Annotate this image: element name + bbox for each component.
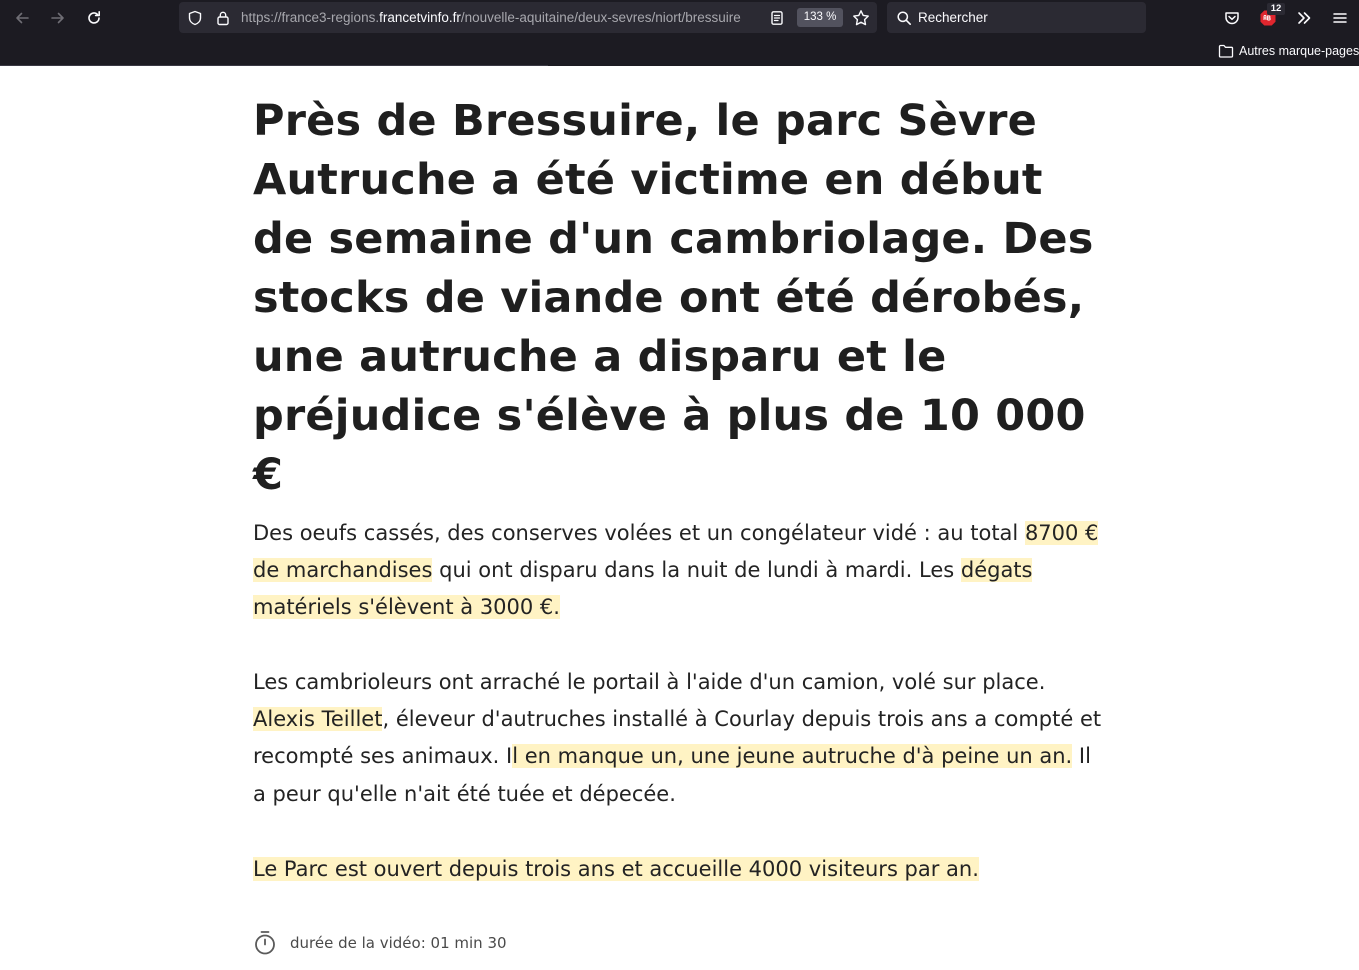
app-menu-button[interactable] <box>1326 4 1354 32</box>
reader-view-icon[interactable] <box>767 8 787 28</box>
video-duration <box>253 930 507 956</box>
reload-button[interactable] <box>80 4 108 32</box>
bookmarks-folder-other[interactable] <box>1218 42 1359 60</box>
search-input[interactable]: Rechercher <box>918 10 988 25</box>
adblock-count-badge: 12 <box>1267 3 1285 15</box>
url-path: /nouvelle-aquitaine/deux-sevres/niort/bressuire <box>460 10 741 25</box>
folder-icon <box>1218 44 1234 58</box>
paragraph-text: qui ont disparu dans la nuit de lundi à mardi. Les <box>432 558 961 583</box>
adblock-button[interactable] <box>1254 4 1282 32</box>
star-icon[interactable] <box>851 8 871 28</box>
stopwatch-icon <box>253 930 277 956</box>
article-paragraph-3 <box>253 851 1103 888</box>
pocket-button[interactable] <box>1218 4 1246 32</box>
back-button[interactable] <box>8 4 36 32</box>
shield-icon[interactable] <box>185 8 205 28</box>
reload-icon <box>86 10 102 26</box>
video-duration-label: durée de la vidéo: 01 min 30 <box>290 934 507 952</box>
overflow-menu-button[interactable] <box>1290 4 1318 32</box>
pocket-icon <box>1224 10 1240 26</box>
url-host: francetvinfo.fr <box>379 10 461 25</box>
forward-button[interactable] <box>44 4 72 32</box>
highlighted-text: Le Parc est ouvert depuis trois ans et accueille 4000 visiteurs par an. <box>253 857 979 881</box>
address-bar[interactable] <box>179 2 877 33</box>
highlighted-text: Alexis Teillet <box>253 707 383 732</box>
paragraph-text: Les cambrioleurs ont arraché le portail à l'aide d'un camion, volé sur place. <box>253 670 1046 694</box>
paragraph-text: Il a peur qu'elle n'ait été tuée et dépecée. <box>253 744 1091 806</box>
highlighted-text: l en manque un, une jeune autruche d'à peine un an. <box>512 744 1073 769</box>
highlighted-text: dégats matériels s'élèvent à 3000 €. <box>253 558 1033 620</box>
article-headline: Près de Bressuire, le parc Sèvre Autruche a été victime en début de semaine d'un cambriolage. Des stocks de viande ont été dérobés, une autruche a disparu et le préjudice s'élève à plus de 10 000 € <box>253 96 1094 500</box>
paragraph-text: Des oeufs cassés, des conserves volées et un congélateur vidé : au total <box>253 521 1025 545</box>
search-icon <box>894 8 914 28</box>
article-paragraph-2 <box>253 664 1103 813</box>
arrow-right-icon <box>50 10 66 26</box>
browser-toolbar <box>0 0 1359 66</box>
bookmarks-folder-label: Autres marque-pages <box>1239 44 1359 58</box>
search-bar[interactable] <box>887 2 1146 33</box>
url-prefix: https://france3-regions. <box>241 10 380 25</box>
lock-icon[interactable] <box>213 8 233 28</box>
chevrons-right-icon <box>1296 10 1312 26</box>
article-paragraph-1 <box>253 515 1103 627</box>
zoom-level-badge[interactable]: 133 % <box>797 8 843 27</box>
arrow-left-icon <box>14 10 30 26</box>
paragraph-text: , éleveur d'autruches installé à Courlay depuis trois ans a compté et recompté ses animaux. I <box>253 707 1102 769</box>
url-text[interactable] <box>241 2 763 33</box>
highlighted-text: 8700 € de marchandises <box>253 521 1099 583</box>
tab-separator-line <box>0 65 548 66</box>
hamburger-menu-icon <box>1332 10 1348 26</box>
